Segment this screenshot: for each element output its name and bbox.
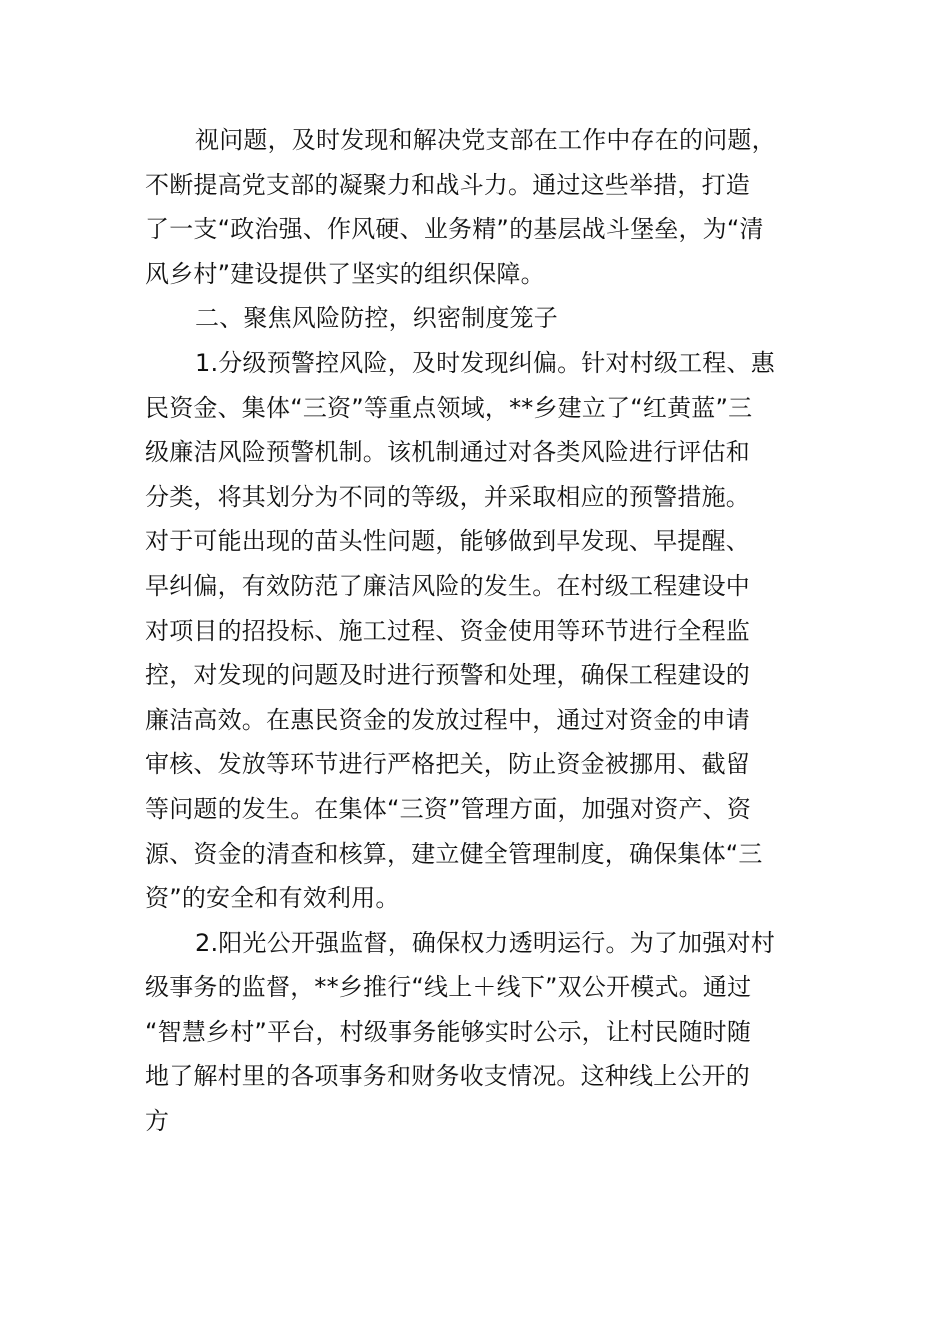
text-line: 早纠偏，有效防范了廉洁风险的发生。在村级工程建设中	[145, 571, 750, 600]
text-line: 级事务的监督，**乡推行“线上＋线下”双公开模式。通过	[145, 973, 752, 1002]
text-line: 级廉洁风险预警机制。该机制通过对各类风险进行评估和	[145, 438, 750, 467]
section-heading: 二、聚焦风险防控，织密制度笼子	[195, 304, 558, 333]
text-line: 对项目的招投标、施工过程、资金使用等环节进行全程监	[145, 616, 750, 645]
text-line: “智慧乡村”平台，村级事务能够实时公示，让村民随时随	[145, 1017, 752, 1046]
text-line: 1.分级预警控风险，及时发现纠偏。针对村级工程、惠	[195, 348, 775, 377]
text-line: 方	[145, 1107, 170, 1136]
text-line: 地了解村里的各项事务和财务收支情况。这种线上公开的	[145, 1062, 750, 1091]
text-line: 源、资金的清查和核算，建立健全管理制度，确保集体“三	[145, 839, 763, 868]
text-line: 分类，将其划分为不同的等级，并采取相应的预警措施。	[145, 482, 750, 511]
text-line: 控，对发现的问题及时进行预警和处理，确保工程建设的	[145, 661, 750, 690]
text-line: 不断提高党支部的凝聚力和战斗力。通过这些举措，打造	[145, 170, 750, 199]
text-line: 民资金、集体“三资”等重点领域，**乡建立了“红黄蓝”三	[145, 393, 753, 422]
text-line: 等问题的发生。在集体“三资”管理方面，加强对资产、资	[145, 794, 752, 823]
text-line: 廉洁高效。在惠民资金的发放过程中，通过对资金的申请	[145, 705, 750, 734]
document-body	[145, 118, 813, 1144]
text-line: 审核、发放等环节进行严格把关，防止资金被挪用、截留	[145, 750, 750, 779]
text-line: 视问题，及时发现和解决党支部在工作中存在的问题，	[195, 126, 776, 154]
text-line: 风乡村”建设提供了坚实的组织保障。	[145, 259, 545, 288]
text-line: 2.阳光公开强监督，确保权力透明运行。为了加强对村	[195, 928, 775, 957]
text-line: 对于可能出现的苗头性问题，能够做到早发现、早提醒、	[145, 527, 750, 556]
text-line: 了一支“政治强、作风硬、业务精”的基层战斗堡垒，为“清	[145, 215, 764, 244]
text-line: 资”的安全和有效利用。	[145, 884, 400, 913]
